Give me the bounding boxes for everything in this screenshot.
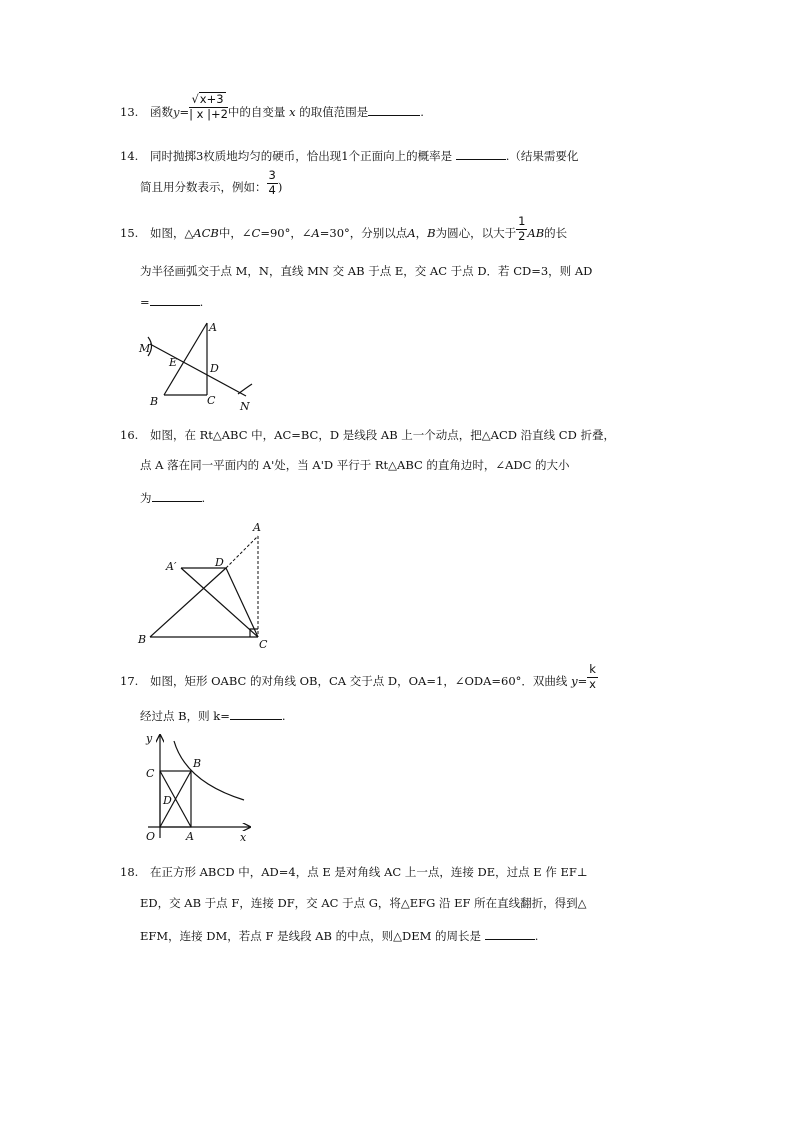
q17-k-num: k [589, 662, 596, 676]
q17-label-o: O [146, 830, 156, 843]
q18-number: 18. [120, 865, 139, 879]
q15-t-a2: A [407, 226, 416, 240]
q15-label-n: N [240, 400, 250, 413]
sqrt-icon: √ [191, 92, 199, 106]
q16-text2: 点 A 落在同一平面内的 A'处，当 A'D 平行于 Rt△ABC 的直角边时，∠ADC 的大小 [140, 458, 570, 472]
q15-t1e: ， [415, 226, 428, 240]
q15-label-c: C [207, 394, 216, 407]
q14-text2-end: ) [277, 180, 283, 194]
q17-label-a: A [186, 830, 194, 843]
q15-t1c: =90°，∠ [260, 226, 312, 240]
q13-eq: = [179, 105, 190, 119]
q13-number: 13. [120, 105, 139, 119]
q14-text1-end: .（结果需要化 [505, 149, 579, 163]
q14-number: 14. [120, 149, 139, 163]
q17-text2: 经过点 B，则 k= [140, 709, 230, 723]
q15-text3-end: . [199, 295, 204, 309]
q16-label-a: A [253, 521, 261, 534]
q14-ex-den: 4 [268, 182, 276, 197]
q17-label-d: D [163, 794, 172, 807]
q16-text3: 为 [140, 491, 152, 505]
q18-text3: EFM，连接 DM，若点 F 是线段 AB 的中点，则△DEM 的周长是 [140, 929, 482, 943]
q17-text2-end: . [281, 709, 286, 723]
q18-line3 [140, 930, 538, 943]
q16-label-a1: A′ [166, 560, 177, 573]
q13-var-x: x [289, 105, 296, 119]
q13-text-post2: 的取值范围是 [299, 105, 369, 119]
q15-t-b: B [427, 226, 436, 240]
q15-t1g: 的长 [544, 226, 568, 240]
q17-k-den: x [589, 676, 596, 691]
q18-text1: 在正方形 ABCD 中，AD=4，点 E 是对角线 AC 上一点，连接 DE，过点 E 作 EF⊥ [149, 865, 588, 879]
q17-label-c: C [146, 767, 155, 780]
q16-label-b: B [138, 633, 147, 646]
q13-fraction: $\frac{√x+3}{| x |+2}$ [189, 92, 228, 121]
q17-label-b: B [193, 757, 202, 770]
q16-text3-end: . [201, 491, 206, 505]
q15-t-acb: ACB [193, 226, 219, 240]
q15-t-c: C [251, 226, 261, 240]
q15-t-a: A [311, 226, 320, 240]
q15-label-e: E [169, 356, 178, 369]
q15-label-m: M [139, 342, 151, 355]
q17-label-y: y [146, 732, 153, 745]
q13-sqrt-body: x+3 [199, 92, 224, 106]
q14-text1: 同时抛掷3枚质地均匀的硬币，恰出现1个正面向上的概率是 [149, 149, 453, 163]
q15-half-den: 2 [518, 228, 526, 243]
q16-label-d: D [215, 556, 224, 569]
q15-t1b: 中，∠ [218, 226, 252, 240]
q14-text2: 简且用分数表示，例如： [140, 180, 267, 194]
q15-label-d: D [210, 362, 219, 375]
q13-text-post: 中的自变量 [227, 105, 286, 119]
q18-answer-blank[interactable] [485, 930, 535, 940]
q13-end: . [420, 105, 424, 119]
q17-number: 17. [120, 674, 139, 688]
q13-text-pre: 函数 [149, 105, 173, 119]
q14-ex-num: 3 [268, 168, 276, 182]
q13-den-tail: +2 [210, 106, 228, 121]
q15-text2: 为半径画弧交于点 M，N，直线 MN 交 AB 于点 E，交 AC 于点 D．若 CD=3，则 AD [140, 264, 593, 278]
q17-label-x: x [240, 831, 247, 844]
q15-number: 15. [120, 226, 139, 240]
q18-text2: ED，交 AB 于点 F，连接 DF，交 AC 于点 G，将△EFG 沿 EF 所在直线翻折，得到△ [140, 896, 587, 910]
q16-label-c: C [259, 638, 268, 651]
q18-text3-end: . [534, 929, 539, 943]
q15-t1a: 如图，△ [149, 226, 194, 240]
q15-t-ab: AB [527, 226, 545, 240]
q15-t1f: 为圆心，以大于 [435, 226, 517, 240]
q15-text3: = [140, 295, 150, 309]
q15-t1d: =30°，分别以点 [319, 226, 408, 240]
q13-abs-x: x [196, 106, 204, 121]
q18-line2 [140, 898, 587, 910]
q16-text1: 如图，在 Rt△ABC 中，AC=BC，D 是线段 AB 上一个动点，把△ACD 沿直线 CD 折叠， [149, 428, 615, 442]
q18-line1 [120, 867, 588, 879]
q17-var-y: y [571, 674, 578, 688]
q15-half-num: 1 [518, 214, 526, 228]
q15-label-b: B [150, 395, 159, 408]
q15-label-a: A [209, 321, 217, 334]
q17-eq: = [577, 674, 588, 688]
q16-number: 16. [120, 428, 139, 442]
q13-var-y: y [172, 105, 180, 119]
q17-text1: 如图，矩形 OABC 的对角线 OB，CA 交于点 D，OA=1，∠ODA=60°．双曲线 [149, 674, 568, 688]
